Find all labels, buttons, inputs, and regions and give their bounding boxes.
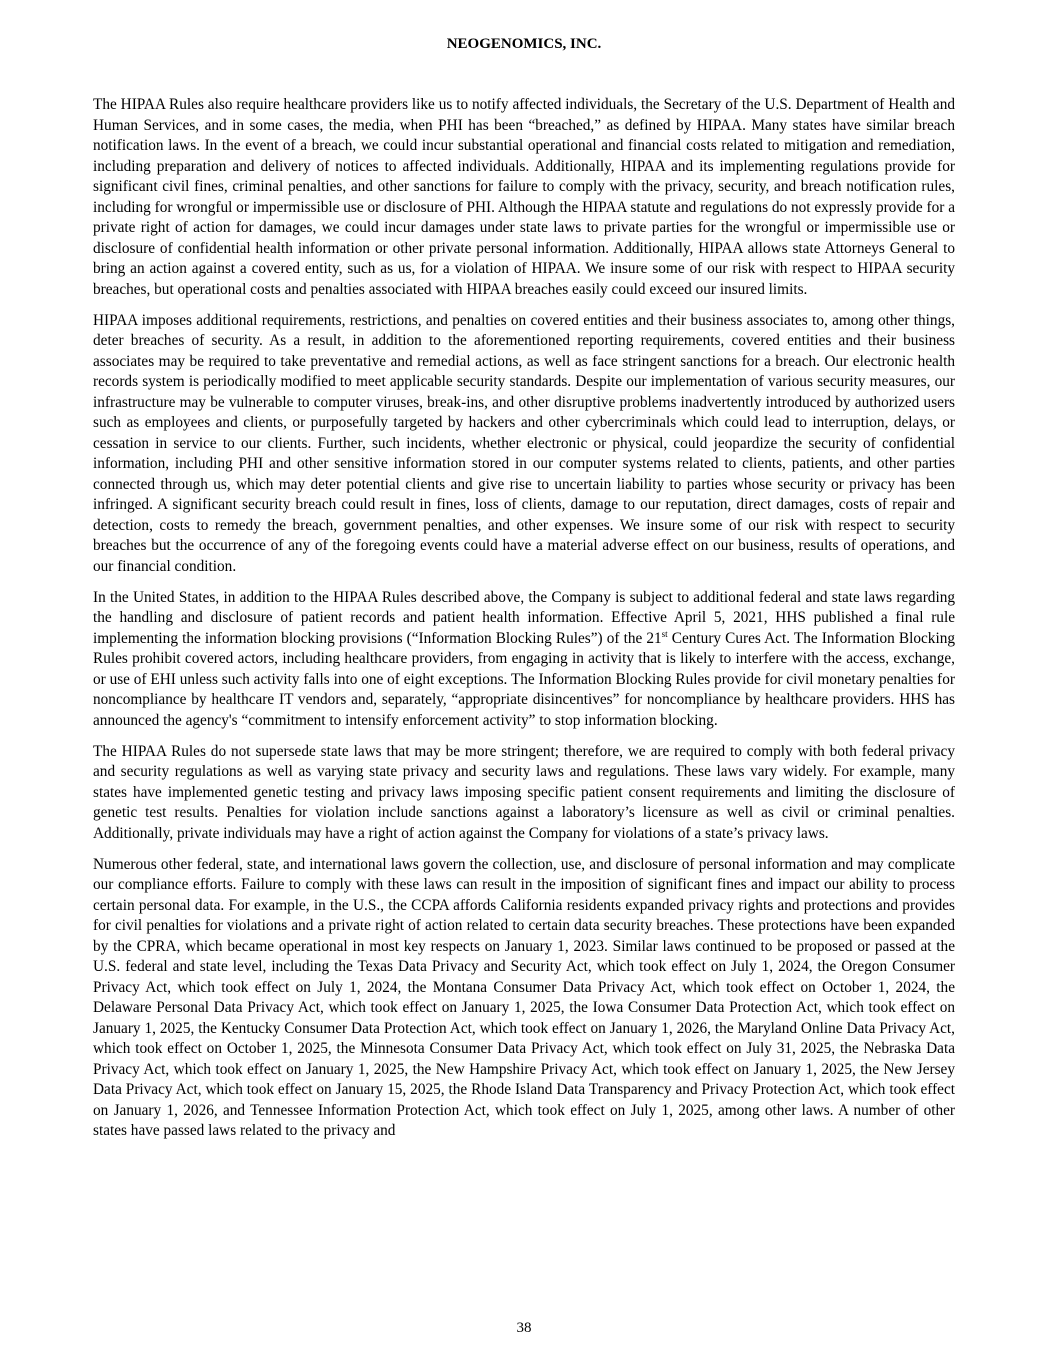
paragraph-information-blocking <box>93 588 955 732</box>
page-header: NEOGENOMICS, INC. <box>446 36 602 52</box>
ordinal-superscript: st <box>661 628 668 639</box>
paragraph-hipaa-breach-notification: The HIPAA Rules also require healthcare providers like us to notify affected individuals, the Secretary of the U.S. Department of Health and Human Services, and in some cases, the media, when PHI has been “breached,” as defined by HIPAA. Many states have similar breach notification laws. In the event of a breach, we could incur substantial operational and financial costs related to mitigation and remediation, including preparation and delivery of notices to affected individuals. Additionally, HIPAA and its implementing regulations provide for significant civil fines, criminal penalties, and other sanctions for failure to comply with the privacy, security, and breach notification rules, including for wrongful or impermissible use or disclosure of PHI. Although the HIPAA statute and regulations do not expressly provide for a private right of action for damages, we could incur damages under state laws to private parties for the wrongful or impermissible use or disclosure of confidential health information or other private personal information. Additionally, HIPAA allows state Attorneys General to bring an action against a covered entity, such as us, for a violation of HIPAA. We insure some of our risk with respect to HIPAA security breaches, but operational costs and penalties associated with HIPAA breaches easily could exceed our insured limits. <box>93 96 955 298</box>
page-number: 38 <box>516 1320 532 1336</box>
paragraph-text-part: Century Cures Act. The Information Blocking Rules prohibit covered actors, including healthcare providers, from engaging in activity that is likely to interfere with the access, exchange, or use of EHI unless such activity falls into one of eight exceptions. The Information Blocking Rules provide for civil monetary penalties for noncompliance by healthcare IT vendors and, separately, “appropriate disincentives” for noncompliance by healthcare providers. HHS has announced the agency's “commitment to intensify enforcement activity” to stop information blocking. <box>93 629 955 729</box>
document-body <box>93 95 955 1152</box>
paragraph-hipaa-security-requirements: HIPAA imposes additional requirements, restrictions, and penalties on covered entities and their business associates to, among other things, deter breaches of security. As a result, in addition to the aforementioned reporting requirements, covered entities and their business associates may be required to take preventative and remedial actions, as well as face stringent sanctions for a breach. Our electronic health records system is periodically modified to meet applicable security standards. Despite our implementation of various security measures, our infrastructure may be vulnerable to computer viruses, break-ins, and other disruptive problems inadvertently introduced by authorized users such as employees and clients, or purposefully targeted by hackers and other cybercriminals which could lead to interruption, delays, or cessation in service to our clients. Further, such incidents, whether electronic or physical, could jeopardize the security of confidential information, including PHI and other sensitive information stored in our computer systems related to clients, patients, and other parties connected through us, which may deter potential clients and give rise to uncertain liability to parties whose security or privacy has been infringed. A significant security breach could result in fines, loss of clients, damage to our reputation, direct damages, costs of repair and detection, costs to remedy the breach, government penalties, and other expenses. We insure some of our risk with respect to security breaches but the occurrence of any of the foregoing events could have a material adverse effect on our business, results of operations, and our financial condition. <box>93 311 955 575</box>
paragraph-other-privacy-laws: Numerous other federal, state, and international laws govern the collection, use, and disclosure of personal information and may complicate our compliance efforts. Failure to comply with these laws can result in the imposition of significant fines and impact our ability to process certain personal data. For example, in the U.S., the CCPA affords California residents expanded privacy rights and protections and provides for civil penalties for violations and a private right of action related to certain data security breaches. These protections have been expanded by the CPRA, which became operational in most key respects on January 1, 2023. Similar laws continued to be proposed or passed at the U.S. federal and state level, including the Texas Data Privacy and Security Act, which took effect on July 1, 2024, the Oregon Consumer Privacy Act, which took effect on July 1, 2024, the Montana Consumer Data Privacy Act, which took effect on October 1, 2024, the Delaware Personal Data Privacy Act, which took effect on January 1, 2025, the Iowa Consumer Data Protection Act, which took effect on January 1, 2025, the Kentucky Consumer Data Protection Act, which took effect on January 1, 2026, the Maryland Online Data Privacy Act, which took effect on October 1, 2025, the Minnesota Consumer Data Privacy Act, which took effect on July 31, 2025, the Nebraska Data Privacy Act, which took effect on January 1, 2025, the New Hampshire Privacy Act, which took effect on January 1, 2025, the New Jersey Data Privacy Act, which took effect on January 15, 2025, the Rhode Island Data Transparency and Privacy Protection Act, which took effect on January 1, 2026, and Tennessee Information Protection Act, which took effect on July 1, 2025, among other laws. A number of other states have passed laws related to the privacy and <box>93 855 955 1139</box>
paragraph-state-privacy-laws: The HIPAA Rules do not supersede state laws that may be more stringent; therefore, we are required to comply with both federal privacy and security regulations as well as varying state privacy and security laws and regulations. These laws vary widely. For example, many states have implemented genetic testing and privacy laws imposing specific patient consent requirements and limiting the disclosure of genetic test results. Penalties for violation include sanctions against a laboratory’s licensure as well as civil or criminal penalties. Additionally, private individuals may have a right of action against the Company for violations of a state’s privacy laws. <box>93 742 955 842</box>
paragraph-text-part: In the United States, in addition to the HIPAA Rules described above, the Company is subject to additional federal and state laws regarding the handling and disclosure of patient records and patient health information. Effective April 5, 2021, HHS published a final rule implementing the information blocking provisions (“Information Blocking Rules”) of the 21 <box>93 588 955 647</box>
